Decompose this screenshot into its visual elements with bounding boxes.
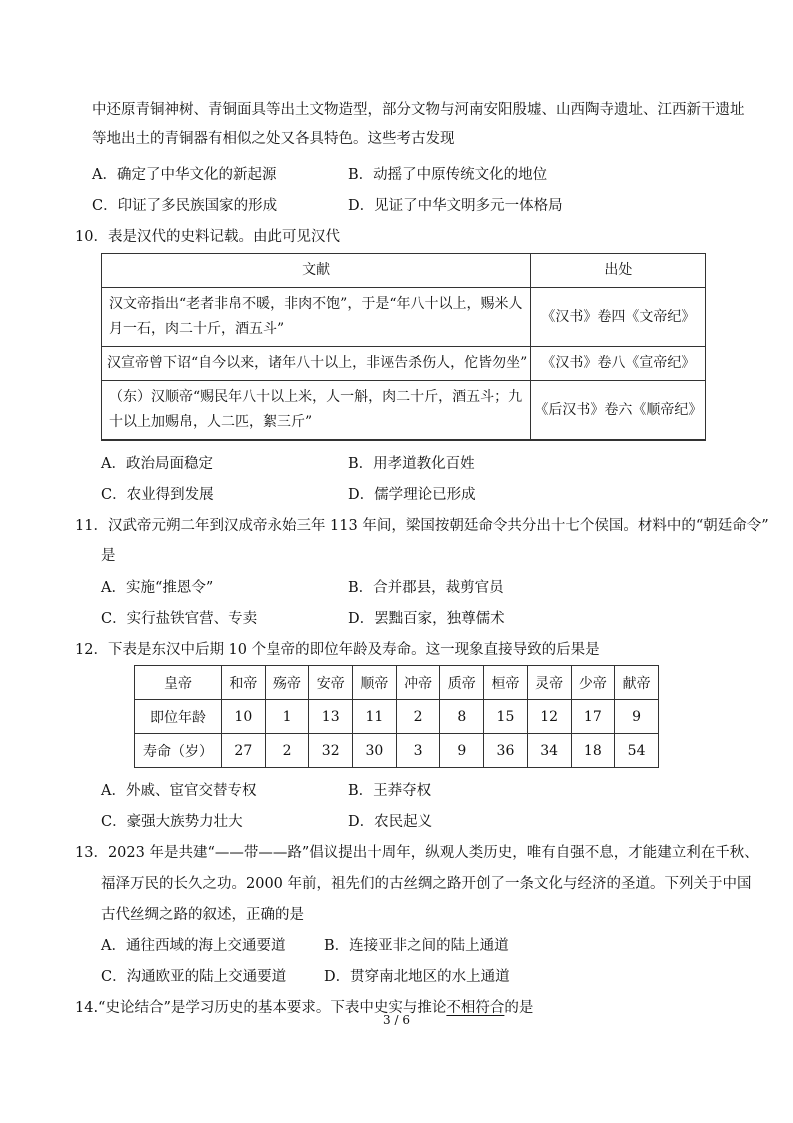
q12-age-cell: 12 — [527, 700, 571, 734]
q12-age-cell: 2 — [396, 700, 440, 734]
q12-age-cell: 9 — [615, 700, 659, 734]
q12-emperor-cell: 殇帝 — [265, 666, 309, 700]
q12-age-cell: 1 — [265, 700, 309, 734]
q11-stem-line1: 11．汉武帝元朔二年到汉成帝永始三年 113 年间，梁国按朝廷命令共分出十七个侯国。材料中的“朝廷命令” — [75, 518, 769, 534]
q9-option-c: C．印证了多民族国家的形成 — [92, 198, 278, 214]
table-row — [102, 347, 706, 381]
q12-lifespan-cell: 54 — [615, 734, 659, 768]
q12-lifespan-cell: 9 — [440, 734, 484, 768]
q10-row1-text — [102, 288, 531, 347]
q12-lifespan-cell: 34 — [527, 734, 571, 768]
q12-age-cell: 10 — [222, 700, 266, 734]
q13-stem-line3: 古代丝绸之路的叙述，正确的是 — [101, 907, 304, 923]
q10-row3-text — [102, 381, 531, 441]
q10-row1-text-line1: 汉文帝指出“老者非帛不暖，非肉不饱”，于是“年八十以上，赐米人 — [109, 296, 523, 312]
q10-row3-text-line2: 十以上加赐帛，人二匹，絮三斤” — [109, 414, 313, 430]
q12-lifespan-cell: 36 — [484, 734, 528, 768]
q12-lifespan-cell: 3 — [396, 734, 440, 768]
q10-stem: 10．表是汉代的史料记载。由此可见汉代 — [75, 229, 340, 245]
q12-lifespan-cell: 32 — [309, 734, 353, 768]
q13-stem-line1: 13．2023 年是共建“——带——路”倡议提出十周年，纵观人类历史，唯有自强不息，才能建立利在千秋、 — [75, 845, 759, 861]
q12-option-c: C．豪强大族势力壮大 — [101, 814, 243, 830]
q14-stem-pre: 14.“史论结合”是学习历史的基本要求。下表中史实与推论 — [75, 1000, 447, 1016]
q12-age-cell: 17 — [571, 700, 615, 734]
q12-emperor-cell: 质帝 — [440, 666, 484, 700]
q10-option-d: D．儒学理论已形成 — [348, 487, 476, 503]
q12-emperor-cell: 灵帝 — [527, 666, 571, 700]
q10-table — [101, 253, 706, 441]
q11-option-d: D．罢黜百家，独尊儒术 — [348, 611, 505, 627]
page-number: 3 / 6 — [383, 1013, 410, 1027]
q9-option-d: D．见证了中华文明多元一体格局 — [348, 198, 563, 214]
q10-option-a: A．政治局面稳定 — [101, 456, 213, 472]
q12-emperor-cell: 顺帝 — [353, 666, 397, 700]
q10-option-c: C．农业得到发展 — [101, 487, 214, 503]
q9-stem-line1: 中还原青铜神树、青铜面具等出土文物造型，部分文物与河南安阳殷墟、山西陶寺遗址、江西新干遗址 — [92, 102, 745, 118]
table-row — [135, 666, 659, 700]
q12-option-d: D．农民起义 — [348, 814, 433, 830]
q12-lifespan-cell: 30 — [353, 734, 397, 768]
q11-option-c: C．实行盐铁官营、专卖 — [101, 611, 258, 627]
q12-age-cell: 8 — [440, 700, 484, 734]
q12-age-cell: 11 — [353, 700, 397, 734]
q13-option-b: B．连接亚非之间的陆上通道 — [324, 938, 509, 954]
q12-emperor-cell: 冲帝 — [396, 666, 440, 700]
q12-emperor-cell: 少帝 — [571, 666, 615, 700]
q12-emperor-cell: 和帝 — [222, 666, 266, 700]
q12-emperor-cell: 献帝 — [615, 666, 659, 700]
q12-lifespan-cell: 18 — [571, 734, 615, 768]
q10-row2-source: 《汉书》卷八《宣帝纪》 — [531, 347, 706, 381]
q10-header-source: 出处 — [531, 254, 706, 288]
table-row — [102, 288, 706, 347]
q10-option-b: B．用孝道教化百姓 — [348, 456, 475, 472]
q9-stem-line2: 等地出土的青铜器有相似之处又各具特色。这些考古发现 — [92, 131, 455, 147]
q12-option-a: A．外戚、宦官交替专权 — [101, 783, 257, 799]
q10-header-document: 文献 — [102, 254, 531, 288]
q12-stem: 12．下表是东汉中后期 10 个皇帝的即位年龄及寿命。这一现象直接导致的后果是 — [75, 642, 600, 658]
q12-header-age: 即位年龄 — [135, 700, 222, 734]
q10-row1-source: 《汉书》卷四《文帝纪》 — [531, 288, 706, 347]
q12-age-cell: 15 — [484, 700, 528, 734]
q12-lifespan-cell: 2 — [265, 734, 309, 768]
table-row — [135, 700, 659, 734]
q13-stem-line2: 福泽万民的长久之功。2000 年前，祖先们的古丝绸之路开创了一条文化与经济的圣道。下列关于中国 — [101, 876, 752, 892]
q13-option-d: D．贯穿南北地区的水上通道 — [324, 969, 510, 985]
q9-option-b: B．动摇了中原传统文化的地位 — [348, 167, 548, 183]
q10-row2-text: 汉宣帝曾下诏“自今以来，诸年八十以上，非诬告杀伤人，佗皆勿坐” — [102, 347, 531, 381]
q13-option-a: A．通往西域的海上交通要道 — [101, 938, 286, 954]
q11-stem-line2: 是 — [101, 548, 116, 564]
q10-row3-source: 《后汉书》卷六《顺帝纪》 — [531, 381, 706, 441]
q12-option-b: B．王莽夺权 — [348, 783, 432, 799]
q10-row1-text-line2: 月一石，肉二十斤，酒五斗” — [109, 321, 285, 337]
q14-stem-post: 的是 — [504, 1000, 534, 1016]
q12-age-cell: 13 — [309, 700, 353, 734]
q12-header-emperor: 皇帝 — [135, 666, 222, 700]
q10-row3-text-line1: （东）汉顺帝“赐民年八十以上米，人一斛，肉二十斤，酒五斗；九 — [109, 389, 523, 405]
q12-emperor-cell: 安帝 — [309, 666, 353, 700]
q12-header-lifespan: 寿命（岁） — [135, 734, 222, 768]
q13-option-c: C．沟通欧亚的陆上交通要道 — [101, 969, 287, 985]
q12-emperor-cell: 桓帝 — [484, 666, 528, 700]
q12-table — [134, 665, 659, 768]
q9-option-a: A．确定了中华文化的新起源 — [92, 167, 277, 183]
q14-stem-underlined: 不相符合 — [446, 1000, 505, 1016]
table-row — [135, 734, 659, 768]
q11-option-a: A．实施“推恩令” — [101, 580, 214, 596]
table-row — [102, 381, 706, 441]
q12-lifespan-cell: 27 — [222, 734, 266, 768]
q11-option-b: B．合并郡县，裁剪官员 — [348, 580, 504, 596]
